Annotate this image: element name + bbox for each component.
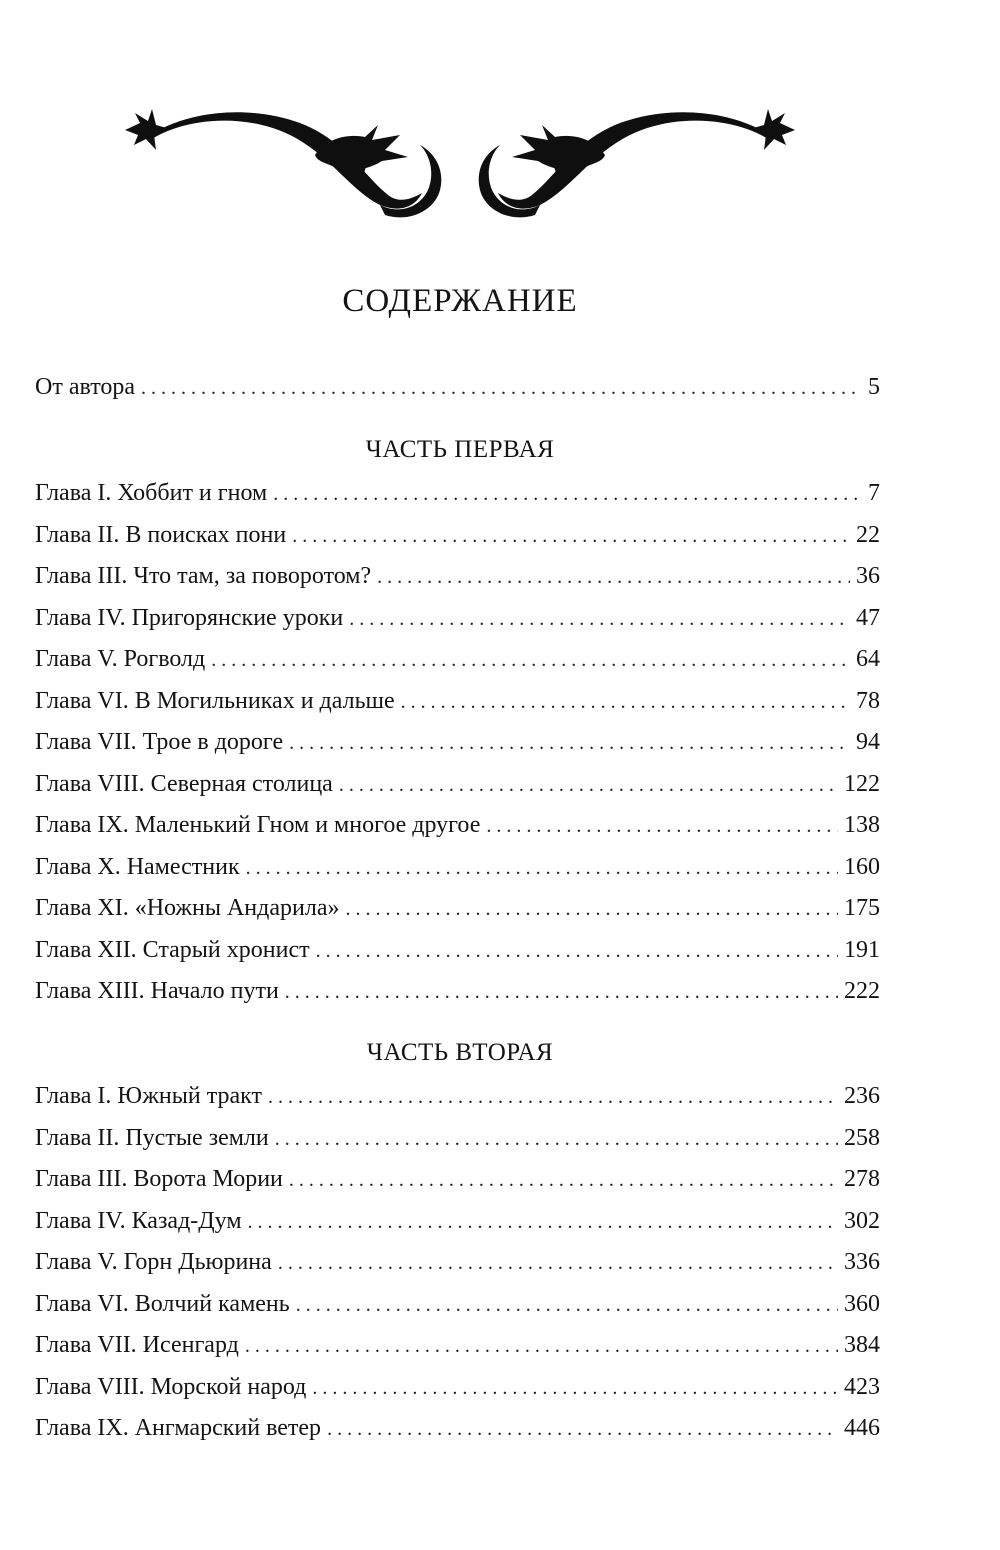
dot-leader <box>246 857 838 880</box>
entry-page: 160 <box>844 853 880 880</box>
entry-title: Глава XII. Старый хронист <box>35 936 310 963</box>
entry-page: 78 <box>856 687 880 714</box>
left-dragon-icon <box>125 109 441 217</box>
entry-title: Глава V. Горн Дьюрина <box>35 1249 272 1275</box>
dot-leader <box>278 1252 838 1275</box>
entry-title: Глава IX. Ангмарский ветер <box>35 1415 322 1441</box>
entry-title: Глава VI. В Могильниках и дальше <box>35 687 395 714</box>
dot-leader <box>289 732 850 755</box>
dot-leader <box>401 691 850 714</box>
entry-title: От автора <box>35 374 136 400</box>
dot-leader <box>141 377 862 400</box>
dot-leader <box>349 608 850 631</box>
toc-entry[interactable] <box>35 1332 880 1366</box>
entry-title: Глава I. Хоббит и гном <box>35 480 268 506</box>
entry-page: 22 <box>856 521 880 548</box>
entry-title: Глава II. В поисках пони <box>35 521 287 548</box>
entry-page: 5 <box>868 374 880 400</box>
entry-title: Глава VIII. Северная столица <box>35 770 333 797</box>
toc-entry[interactable] <box>35 1208 880 1242</box>
entry-title: Глава IV. Пригорянские уроки <box>35 604 344 631</box>
entry-page: 423 <box>844 1373 880 1400</box>
toc-entry[interactable] <box>35 688 880 722</box>
entry-page: 278 <box>844 1166 880 1192</box>
entry-page: 7 <box>868 480 880 506</box>
entry-page: 36 <box>856 563 880 589</box>
toc-entry[interactable] <box>35 937 880 971</box>
dot-leader <box>296 1294 838 1317</box>
entry-title: Глава III. Ворота Мории <box>35 1166 283 1192</box>
dot-leader <box>316 940 838 963</box>
entry-title: Глава VIII. Морской народ <box>35 1373 307 1400</box>
entry-page: 191 <box>844 936 880 963</box>
dot-leader <box>327 1418 838 1441</box>
entry-title: Глава VII. Исенгард <box>35 1332 239 1358</box>
dot-leader <box>486 815 838 838</box>
entry-title: Глава V. Рогволд <box>35 646 206 672</box>
entry-page: 138 <box>844 812 880 838</box>
entry-title: Глава IX. Маленький Гном и многое другое <box>35 812 481 838</box>
toc-entry[interactable] <box>35 522 880 556</box>
dot-leader <box>268 1086 838 1109</box>
entry-page: 94 <box>856 729 880 755</box>
entry-page: 175 <box>844 895 880 921</box>
toc-entry[interactable] <box>35 771 880 805</box>
dot-leader <box>273 483 862 506</box>
entry-page: 236 <box>844 1083 880 1109</box>
toc-entry[interactable] <box>35 1083 880 1117</box>
dot-leader <box>245 1335 838 1358</box>
entry-page: 258 <box>844 1124 880 1151</box>
dot-leader <box>292 525 850 548</box>
entry-title: Глава XI. «Ножны Андарила» <box>35 895 340 921</box>
entry-page: 360 <box>844 1290 880 1317</box>
entry-title: Глава XIII. Начало пути <box>35 978 279 1004</box>
toc-entry[interactable] <box>35 1374 880 1408</box>
entry-title: Глава I. Южный тракт <box>35 1083 262 1109</box>
dot-leader <box>211 649 850 672</box>
toc-entry[interactable] <box>35 1166 880 1200</box>
dot-leader <box>285 981 838 1004</box>
toc-entry-preface[interactable] <box>35 374 880 408</box>
entry-title: Глава VII. Трое в дороге <box>35 729 284 755</box>
entry-title: Глава IV. Казад-Дум <box>35 1207 242 1234</box>
dot-leader <box>275 1128 838 1151</box>
part-two-heading: ЧАСТЬ ВТОРАЯ <box>366 1039 554 1066</box>
toc-entry[interactable] <box>35 646 880 680</box>
page-title: СОДЕРЖАНИЕ <box>342 283 578 319</box>
entry-page: 384 <box>844 1332 880 1358</box>
toc-entry[interactable] <box>35 1415 880 1449</box>
toc-entry[interactable] <box>35 854 880 888</box>
dot-leader <box>289 1169 838 1192</box>
dot-leader <box>248 1211 838 1234</box>
entry-page: 446 <box>844 1415 880 1441</box>
entry-page: 47 <box>856 604 880 631</box>
toc-entry[interactable] <box>35 480 880 514</box>
toc-entry[interactable] <box>35 1125 880 1159</box>
toc-entry[interactable] <box>35 978 880 1012</box>
toc-entry[interactable] <box>35 812 880 846</box>
entry-title: Глава II. Пустые земли <box>35 1124 269 1151</box>
dot-leader <box>377 566 850 589</box>
toc-entry[interactable] <box>35 1291 880 1325</box>
toc-entry[interactable] <box>35 729 880 763</box>
entry-title: Глава VI. Волчий камень <box>35 1290 290 1317</box>
entry-page: 302 <box>844 1207 880 1234</box>
entry-title: Глава III. Что там, за поворотом? <box>35 563 372 589</box>
toc-entry[interactable] <box>35 563 880 597</box>
entry-page: 336 <box>844 1249 880 1275</box>
entry-page: 222 <box>844 978 880 1004</box>
toc-entry[interactable] <box>35 605 880 639</box>
dragon-ornament-icon <box>110 95 810 225</box>
entry-page: 122 <box>844 770 880 797</box>
toc-entry[interactable] <box>35 1249 880 1283</box>
dot-leader <box>339 774 838 797</box>
part-one-heading: ЧАСТЬ ПЕРВАЯ <box>365 436 555 463</box>
toc-entry[interactable] <box>35 895 880 929</box>
dot-leader <box>346 898 839 921</box>
entry-title: Глава X. Наместник <box>35 853 240 880</box>
dot-leader <box>312 1377 838 1400</box>
entry-page: 64 <box>856 646 880 672</box>
